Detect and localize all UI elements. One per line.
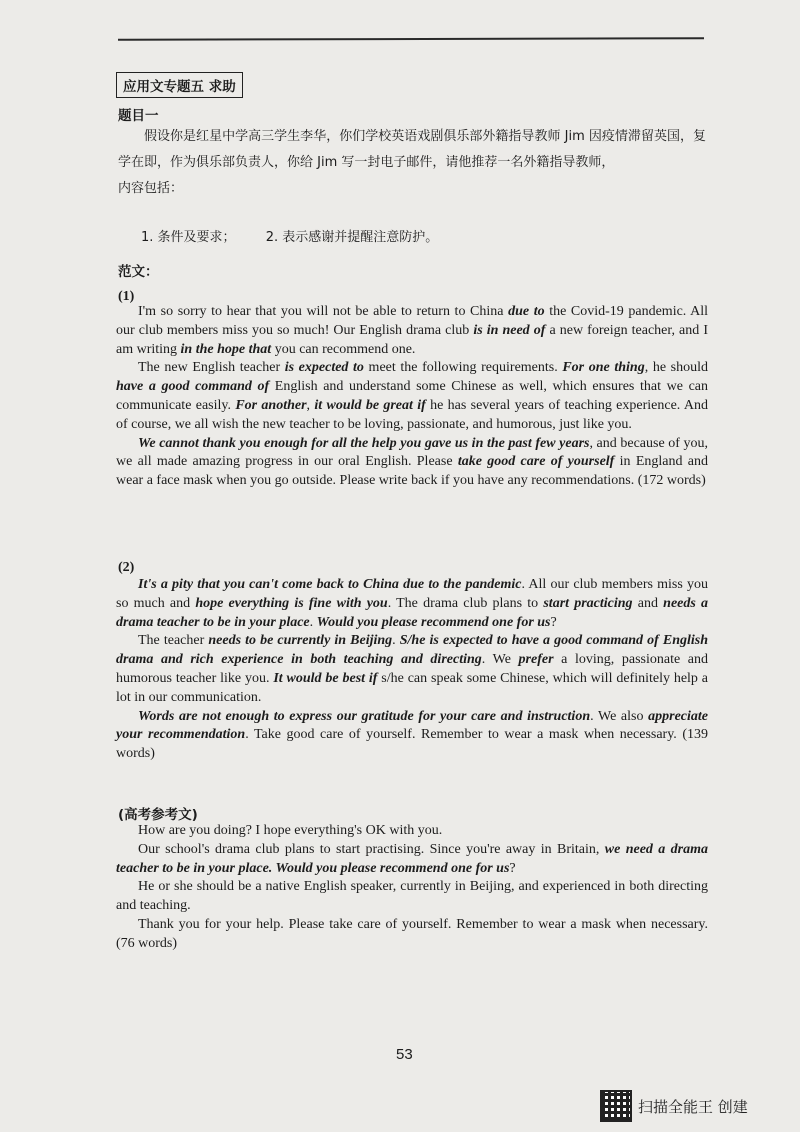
essay1-number: (1) [118, 289, 135, 304]
essay2 [116, 576, 708, 764]
text-run: . Take good care of yourself. Remember to wear a mask when necessary. (139 words) [116, 727, 708, 762]
highlighted-phrase: have a good command of [116, 379, 270, 395]
text-run: Our school's drama club plans to start practising. Since you're away in Britain, [138, 841, 605, 857]
qr-code-icon [600, 1090, 632, 1122]
text-run: meet the following requirements. [363, 360, 563, 376]
essay1-paragraph [116, 435, 708, 491]
gaokao-paragraph [116, 878, 708, 916]
topic-heading: 题目一 [118, 108, 159, 124]
requirement-2: 2. 表示感谢并提醒注意防护。 [265, 230, 439, 245]
text-run: The teacher [138, 633, 209, 649]
text-run: the Covid-19 pandemic. All our club members miss you so much! Our English drama club [116, 304, 709, 338]
text-run: and [632, 595, 664, 611]
highlighted-phrase: needs to be currently in Beijing [208, 633, 393, 649]
gaokao-paragraph [116, 841, 708, 879]
text-run: in England and wear a face mask when you go outside. Please write back if you have any recommendations. (172 words) [116, 454, 708, 489]
text-run: . We [481, 652, 519, 668]
prompt-text [118, 124, 706, 202]
text-run: . [309, 614, 317, 630]
text-run: , [306, 397, 315, 413]
prompt-line: 内容包括： [118, 181, 184, 196]
highlighted-phrase: We cannot thank you enough for all the help you gave us in the past few years [138, 435, 590, 451]
gaokao-heading: (高考参考文) [118, 807, 198, 823]
text-run: , and because of you, we all made amazing progress in our oral English. Please [116, 435, 708, 470]
highlighted-phrase: take good care of yourself [457, 454, 615, 470]
highlighted-phrase: we need a drama teacher to be in your place. Would you please recommend one for us [116, 841, 708, 876]
highlighted-phrase: needs a drama teacher to be in your place [116, 595, 709, 630]
highlighted-phrase: is in need of [473, 322, 546, 338]
text-run: How are you doing? I hope everything's OK with you. [138, 823, 443, 838]
text-run: a loving, passionate and humorous teacher like you. [116, 652, 708, 686]
text-run: . [392, 633, 400, 649]
requirement-1: 1. 条件及要求； [141, 230, 236, 245]
text-run: ? [509, 860, 516, 876]
essay2-paragraph [116, 708, 708, 764]
text-run: Thank you for your help. Please take care of yourself. Remember to wear a mask when necessary. (76 words) [116, 916, 708, 951]
text-run: . The drama club plans to [387, 595, 544, 611]
highlighted-phrase: is expected to [284, 360, 364, 376]
text-run: ? [550, 614, 557, 630]
highlighted-phrase: For another [235, 397, 307, 413]
highlighted-phrase: due to [508, 304, 545, 319]
text-run: he has several years of teaching experience. And of course, we all wish the new teacher to be loving, passionate, and humorous, just like you. [116, 397, 708, 432]
text-run: you can recommend one. [271, 341, 416, 357]
essay2-number: (2) [118, 560, 135, 575]
requirements [141, 226, 464, 245]
gaokao-essay [116, 822, 708, 954]
sample-heading: 范文： [118, 264, 159, 280]
gaokao-paragraph [116, 916, 708, 954]
highlighted-phrase: For one thing [562, 360, 645, 376]
gaokao-paragraph [116, 822, 708, 841]
text-run: , he should [644, 360, 708, 376]
essay2-paragraph [116, 632, 708, 707]
text-run: . All our club members miss you so much and [116, 577, 708, 611]
highlighted-phrase: It's a pity that you can't come back to China due to the pandemic [138, 577, 522, 592]
essay2-paragraph [116, 576, 708, 632]
text-run: English and understand some Chinese as well, which ensures that we can communicate easily. [116, 379, 708, 413]
watermark-text: 扫描全能王 创建 [638, 1097, 748, 1116]
highlighted-phrase: hope everything is fine with you [195, 595, 388, 611]
text-run: He or she should be a native English speaker, currently in Beijing, and experienced in both directing and teaching. [116, 879, 708, 914]
highlighted-phrase: it would be great if [314, 397, 426, 413]
text-run: I'm so sorry to hear that you will not be able to return to China [138, 304, 509, 319]
text-run: s/he can speak some Chinese, which will definitely help a lot in our communication. [116, 670, 708, 705]
essay1 [116, 303, 708, 491]
text-run: a new foreign teacher, and I am writing [116, 322, 708, 357]
header-rule [118, 37, 704, 41]
text-run: The new English teacher [138, 360, 285, 376]
highlighted-phrase: Words are not enough to express our gratitude for your care and instruction [138, 708, 591, 724]
highlighted-phrase: Would you please recommend one for us [316, 614, 551, 630]
essay1-paragraph [116, 359, 708, 434]
page-number: 53 [396, 1046, 413, 1063]
prompt-line: 假设你是红星中学高三学生李华，你们学校英语戏剧俱乐部外籍指导教师 Jim 因疫情滞留英国，复学在即，作为俱乐部负责人，你给 Jim 写一封电子邮件，请他推荐一名外籍指导教师， [118, 129, 706, 170]
highlighted-phrase: It would be best if [273, 670, 378, 686]
section-title: 应用文专题五 求助 [116, 72, 243, 98]
scanner-watermark [600, 1090, 748, 1122]
highlighted-phrase: start practicing [543, 595, 633, 611]
essay1-paragraph [116, 303, 708, 359]
text-run: . We also [590, 708, 649, 724]
highlighted-phrase: prefer [518, 652, 554, 668]
highlighted-phrase: appreciate your recommendation [116, 708, 708, 743]
highlighted-phrase: S/he is expected to have a good command of English drama and rich experience in both teaching and directing [116, 633, 708, 668]
highlighted-phrase: in the hope that [180, 341, 272, 357]
